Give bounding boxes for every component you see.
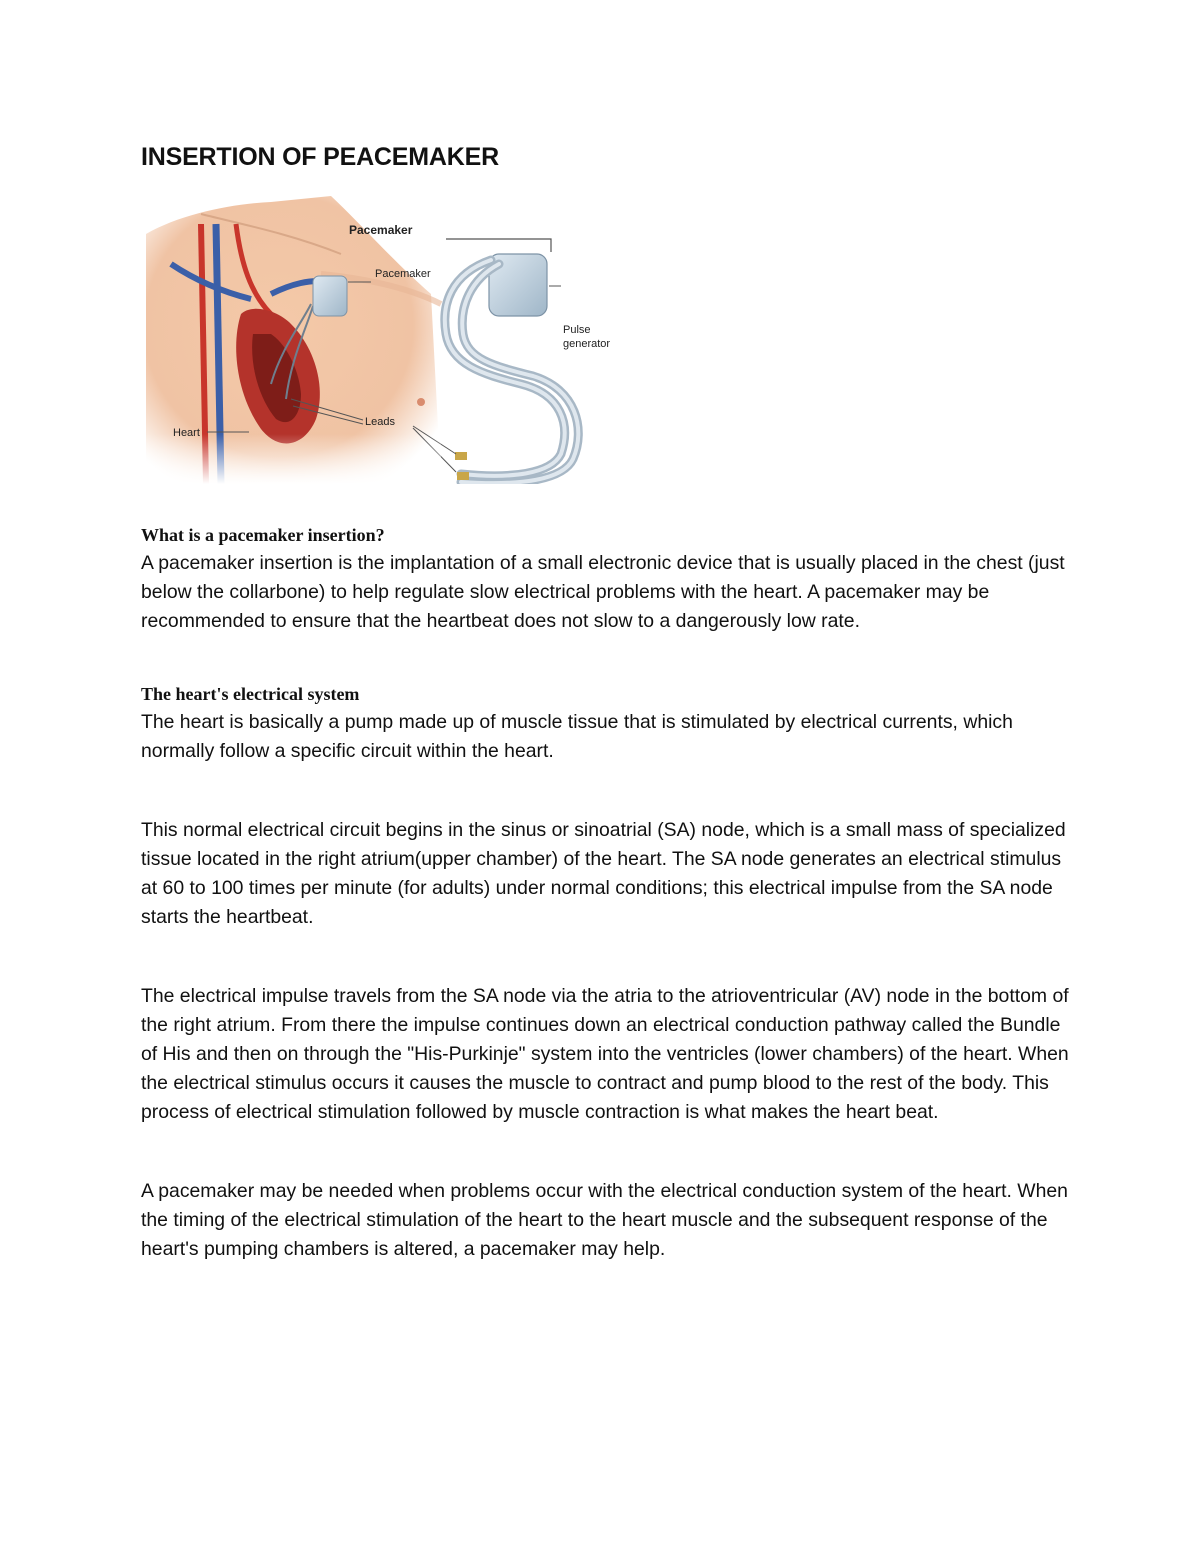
pacemaker-illustration: [141, 184, 631, 484]
paragraph: A pacemaker may be needed when problems occur with the electrical conduction system of the heart. When the timing of the electrical stimulation of the heart to the heart muscle and the subsequent response of the heart's pumping chambers is altered, a pacemaker may help.: [141, 1180, 1068, 1260]
label-leads: Leads: [365, 416, 395, 428]
label-pulse: Pulse: [563, 324, 591, 336]
paragraph: A pacemaker insertion is the implantation of a small electronic device that is usually placed in the chest (just below the collarbone) to help regulate slow electrical problems with the heart. A pacemaker may be recommended to ensure that the heartbeat does not slow to a dangerously low rate.: [141, 552, 1065, 632]
paragraph: The electrical impulse travels from the SA node via the atria to the atrioventricular (AV) node in the bottom of the right atrium. From there the impulse continues down an electrical conduction pathway called the Bundle of His and then on through the "His-Purkinje" system into the ventricles (lower chambers) of the heart. When the electrical stimulus occurs it causes the muscle to contract and pump blood to the rest of the body. This process of electrical stimulation followed by muscle contraction is what makes the heart beat.: [141, 985, 1069, 1123]
section-heading: The heart's electrical system: [141, 684, 360, 704]
document-page: [141, 140, 1071, 1264]
section-heading: What is a pacemaker insertion?: [141, 525, 385, 545]
label-generator: generator: [563, 338, 611, 350]
document-title: INSERTION OF PEACEMAKER: [141, 143, 499, 171]
section-what-is: [141, 521, 1071, 636]
section-electrical-system: [141, 680, 1071, 1264]
figure-heading: Pacemaker: [349, 223, 413, 237]
label-pacemaker: Pacemaker: [375, 268, 431, 280]
paragraph: The heart is basically a pump made up of muscle tissue that is stimulated by electrical currents, which normally follow a specific circuit within the heart.: [141, 711, 1013, 762]
label-heart: Heart: [173, 427, 200, 439]
paragraph: This normal electrical circuit begins in the sinus or sinoatrial (SA) node, which is a small mass of specialized tissue located in the right atrium(upper chamber) of the heart. The SA node generates an electrical stimulus at 60 to 100 times per minute (for adults) under normal conditions; this electrical impulse from the SA node starts the heartbeat.: [141, 819, 1066, 928]
